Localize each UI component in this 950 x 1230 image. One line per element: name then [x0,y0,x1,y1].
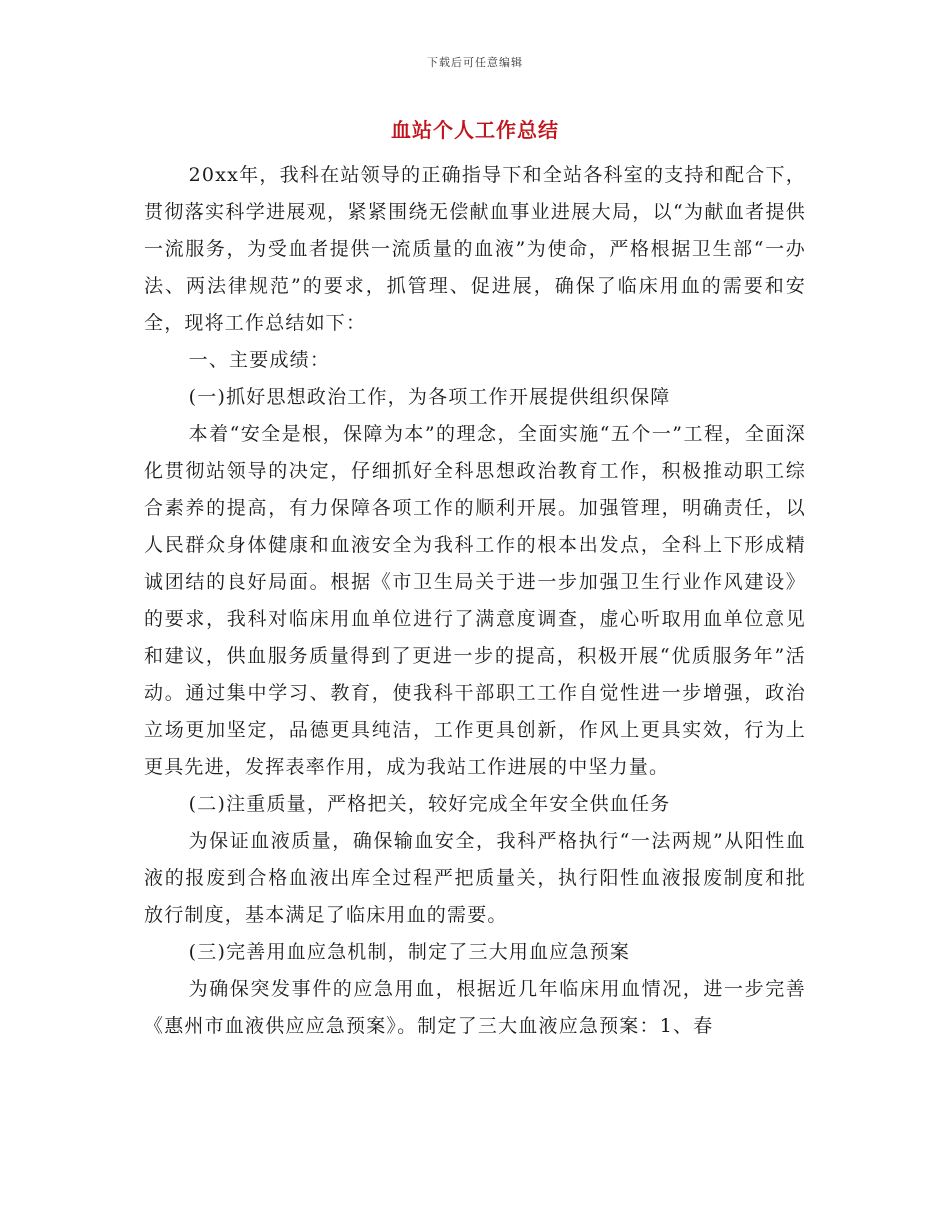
paragraph-emergency-plan: 为确保突发事件的应急用血，根据近几年临床用血情况，进一步完善《惠州市血液供应应急预案》。制定了三大血液应急预案：1、春 [144,978,806,1037]
section-heading-main-achievements: 一、主要成绩： [188,349,331,371]
subsection-heading-3: (三)完善用血应急机制，制定了三大用血应急预案 [188,941,631,963]
paragraph-quality-control: 为保证血液质量，确保输血安全，我科严格执行“一法两规”从阳性血液的报废到合格血液出库全过程严把质量关，执行阳性血液报废制度和批放行制度，基本满足了临床用血的需要。 [144,830,806,926]
subsection-heading-2: (二)注重质量，严格把关，较好完成全年安全供血任务 [188,793,671,815]
paragraph-political-work: 本着“安全是根，保障为本”的理念，全面实施“五个一”工程，全面深化贯彻站领导的决定，仔细抓好全科思想政治教育工作，积极推动职工综合素养的提高，有力保障各项工作的顺利开展。加强管理，明确责任，以人民群众身体健康和血液安全为我科工作的根本出发点，全科上下形成精诚团结的良好局面。根据《市卫生局关于进一步加强卫生行业作风建设》的要求，我科对临床用血单位进行了满意度调查，虚心听取用血单位意见和建议，供血服务质量得到了更进一步的提高，积极开展“优质服务年”活动。通过集中学习、教育，使我科干部职工工作自觉性进一步增强，政治立场更加坚定，品德更具纯洁，工作更具创新，作风上更具实效，行为上更具先进，发挥表率作用，成为我站工作进展的中坚力量。 [144,423,806,778]
subsection-heading-1: (一)抓好思想政治工作，为各项工作开展提供组织保障 [188,386,671,408]
page-header-note: 下载后可任意编辑 [427,56,523,69]
document-body [144,157,806,1045]
document-title: 血站个人工作总结 [391,118,559,142]
paragraph-intro: 20xx年，我科在站领导的正确指导下和全站各科室的支持和配合下，贯彻落实科学进展观，紧紧围绕无偿献血事业进展大局，以“为献血者提供一流服务，为受血者提供一流质量的血液”为使命，严格根据卫生部“一办法、两法律规范”的要求，抓管理、促进展，确保了临床用血的需要和安全，现将工作总结如下： [144,164,806,334]
